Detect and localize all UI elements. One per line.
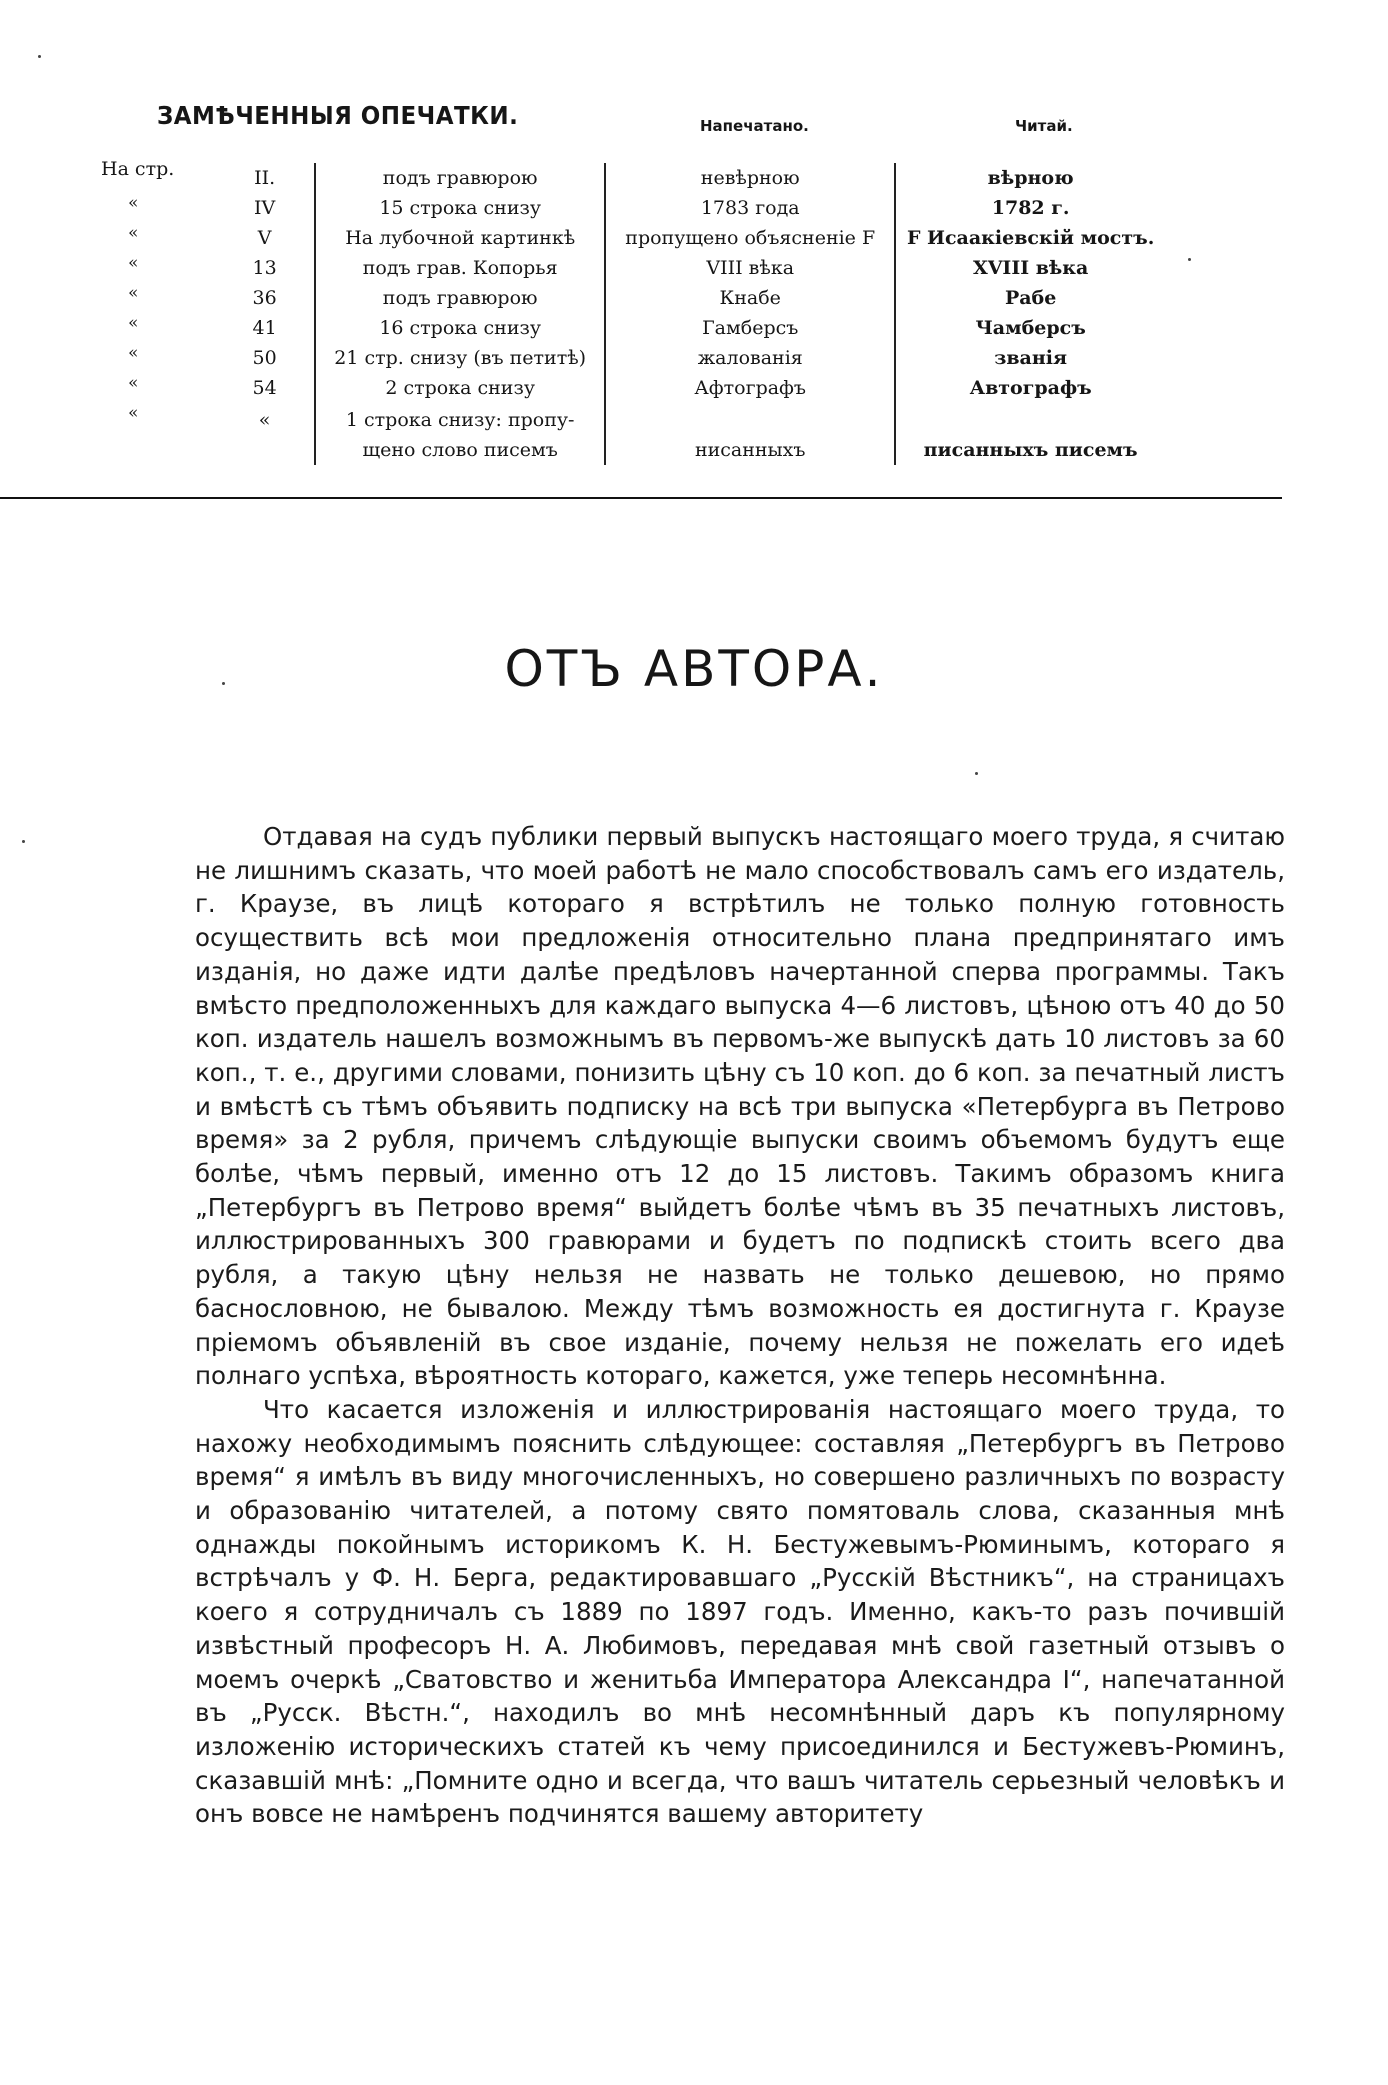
- cell-page: «: [258, 409, 271, 431]
- cell-printed: Кнабе: [605, 283, 895, 313]
- cell-location: подъ грав. Копорья: [315, 253, 605, 283]
- scan-speck: [22, 840, 25, 843]
- horizontal-rule: [0, 497, 1282, 499]
- preface-body: [195, 820, 1285, 1831]
- cell-location: [315, 403, 605, 465]
- scan-speck: [38, 55, 41, 58]
- table-row: [215, 313, 1165, 343]
- table-row: [215, 343, 1165, 373]
- cell-read: Рабе: [1004, 287, 1057, 309]
- page-label: На стр.: [101, 158, 175, 180]
- cell-page: IV: [253, 197, 276, 219]
- paragraph: Отдавая на судъ публики первый выпускъ настоящаго моего труда, я считаю не лишнимъ сказать, что моей работѣ не мало способствовалъ самъ его издатель, г. Краузе, въ лицѣ котораго я встрѣтилъ не только полную готовность осуществить всѣ мои предложенія относительно плана предпринятаго имъ изданія, но даже идти далѣе предѣловъ начертанной сперва программы. Такъ вмѣсто предположенныхъ для каждаго выпуска 4—6 листовъ, цѣною отъ 40 до 50 коп. издатель нашелъ возможнымъ въ первомъ-же выпускѣ дать 10 листовъ за 60 коп., т. е., другими словами, понизить цѣну съ 10 коп. до 6 коп. за печатный листъ и вмѣстѣ съ тѣмъ объявить подписку на всѣ три выпуска «Петербурга въ Петрово время» за 2 рубля, причемъ слѣдующіе выпуски своимъ объемомъ будутъ еще болѣе, чѣмъ первый, именно отъ 12 до 15 листовъ. Такимъ образомъ книга „Петербургъ въ Петрово время“ выйдетъ болѣе чѣмъ въ 35 печатныхъ листовъ, иллюстрированныхъ 300 гравюрами и будетъ по подпискѣ стоить всего два рубля, а такую цѣну нельзя не назвать не только дешевою, но прямо баснословною, не бывалою. Между тѣмъ возможность ея достигнута г. Краузе пріемомъ объявленій въ свое изданіе, почему нельзя не пожелать его идеѣ полнаго успѣха, вѣроятность котораго, кажется, уже теперь несомнѣнна.: [195, 822, 1285, 1391]
- scan-speck: [975, 772, 978, 775]
- cell-printed: VIII вѣка: [605, 253, 895, 283]
- table-row: [215, 223, 1165, 253]
- ditto-mark: «: [128, 223, 139, 243]
- ditto-mark: «: [128, 313, 139, 333]
- cell-page: II.: [254, 167, 276, 189]
- cell-page: 54: [252, 377, 277, 399]
- cell-read: Автографъ: [969, 377, 1092, 399]
- section-title: ОТЪ АВТОРА.: [504, 640, 884, 698]
- cell-printed: пропущено объясненіе F: [605, 223, 895, 253]
- cell-page: 41: [252, 317, 277, 339]
- scan-speck: [222, 682, 225, 685]
- cell-read: 1782 г.: [991, 197, 1070, 219]
- cell-location-line: щено слово писемъ: [362, 439, 558, 461]
- cell-printed: Гамберсъ: [605, 313, 895, 343]
- ditto-mark: «: [128, 373, 139, 393]
- cell-location: 21 стр. снизу (въ петитѣ): [315, 343, 605, 373]
- cell-printed: жалованія: [605, 343, 895, 373]
- cell-location-line: 1 строка снизу: пропу-: [345, 409, 575, 431]
- cell-page: 50: [252, 347, 277, 369]
- cell-location: На лубочной картинкѣ: [315, 223, 605, 253]
- ditto-mark: «: [128, 343, 139, 363]
- table-row: [215, 163, 1165, 193]
- cell-read: Чамберсъ: [975, 317, 1086, 339]
- table-row: [215, 373, 1165, 403]
- ditto-mark: «: [128, 253, 139, 273]
- cell-read: писанныхъ писемъ: [923, 439, 1138, 461]
- cell-page: V: [257, 227, 272, 249]
- cell-read: званія: [994, 347, 1068, 369]
- table-row: [215, 193, 1165, 223]
- cell-read: вѣрною: [987, 167, 1074, 189]
- ditto-marks: [128, 188, 138, 428]
- cell-page: 13: [252, 257, 277, 279]
- cell-read: F Исаакіевскій мостъ.: [906, 227, 1155, 249]
- ditto-mark: «: [128, 283, 139, 303]
- ditto-mark: «: [128, 193, 139, 213]
- cell-location: 15 строка снизу: [315, 193, 605, 223]
- cell-location: 2 строка снизу: [315, 373, 605, 403]
- paragraph: Что касается изложенія и иллюстрированія настоящаго моего труда, то нахожу необходимымъ пояснить слѣдующее: составляя „Петербургъ въ Петрово время“ я имѣлъ въ виду многочисленныхъ, но совершено различныхъ по возрасту и образованію читателей, а потому свято помятоваль слова, сказанныя мнѣ однажды покойнымъ историкомъ К. Н. Бестужевымъ-Рюминымъ, котораго я встрѣчалъ у Ф. Н. Берга, редактировавшаго „Русскій Вѣстникъ“, на страницахъ коего я сотрудничалъ съ 1889 по 1897 годъ. Именно, какъ-то разъ почившій извѣстный професоръ Н. А. Любимовъ, передавая мнѣ свой газетный отзывъ о моемъ очеркѣ „Сватовство и женитьба Императора Александра I“, напечатанной въ „Русск. Вѣстн.“, находилъ во мнѣ несомнѣнный даръ къ популярному изложенію историческихъ статей къ чему присоединился и Бестужевъ-Рюминъ, сказавшій мнѣ: „Помните одно и всегда, что вашъ читатель серьезный человѣкъ и онъ вовсе не намѣренъ подчинятся вашему авторитету: [195, 1394, 1285, 1829]
- errata-title: ЗАМѢЧЕННЫЯ ОПЕЧАТКИ.: [157, 101, 519, 130]
- errata-table: [215, 163, 1165, 465]
- cell-location: подъ гравюрою: [315, 283, 605, 313]
- cell-printed: нисанныхъ: [605, 403, 895, 465]
- cell-read: XVIII вѣка: [972, 257, 1089, 279]
- cell-page: 36: [252, 287, 277, 309]
- column-header-read: Читай.: [1015, 117, 1073, 135]
- cell-location: подъ гравюрою: [315, 163, 605, 193]
- cell-printed: Афтографъ: [605, 373, 895, 403]
- column-header-printed: Напечатано.: [700, 117, 809, 135]
- table-row: [215, 253, 1165, 283]
- cell-printed: 1783 года: [605, 193, 895, 223]
- table-row: [215, 283, 1165, 313]
- cell-location: 16 строка снизу: [315, 313, 605, 343]
- table-row: [215, 403, 1165, 465]
- cell-printed: невѣрною: [605, 163, 895, 193]
- ditto-mark: «: [128, 403, 139, 423]
- scan-speck: [1188, 258, 1191, 261]
